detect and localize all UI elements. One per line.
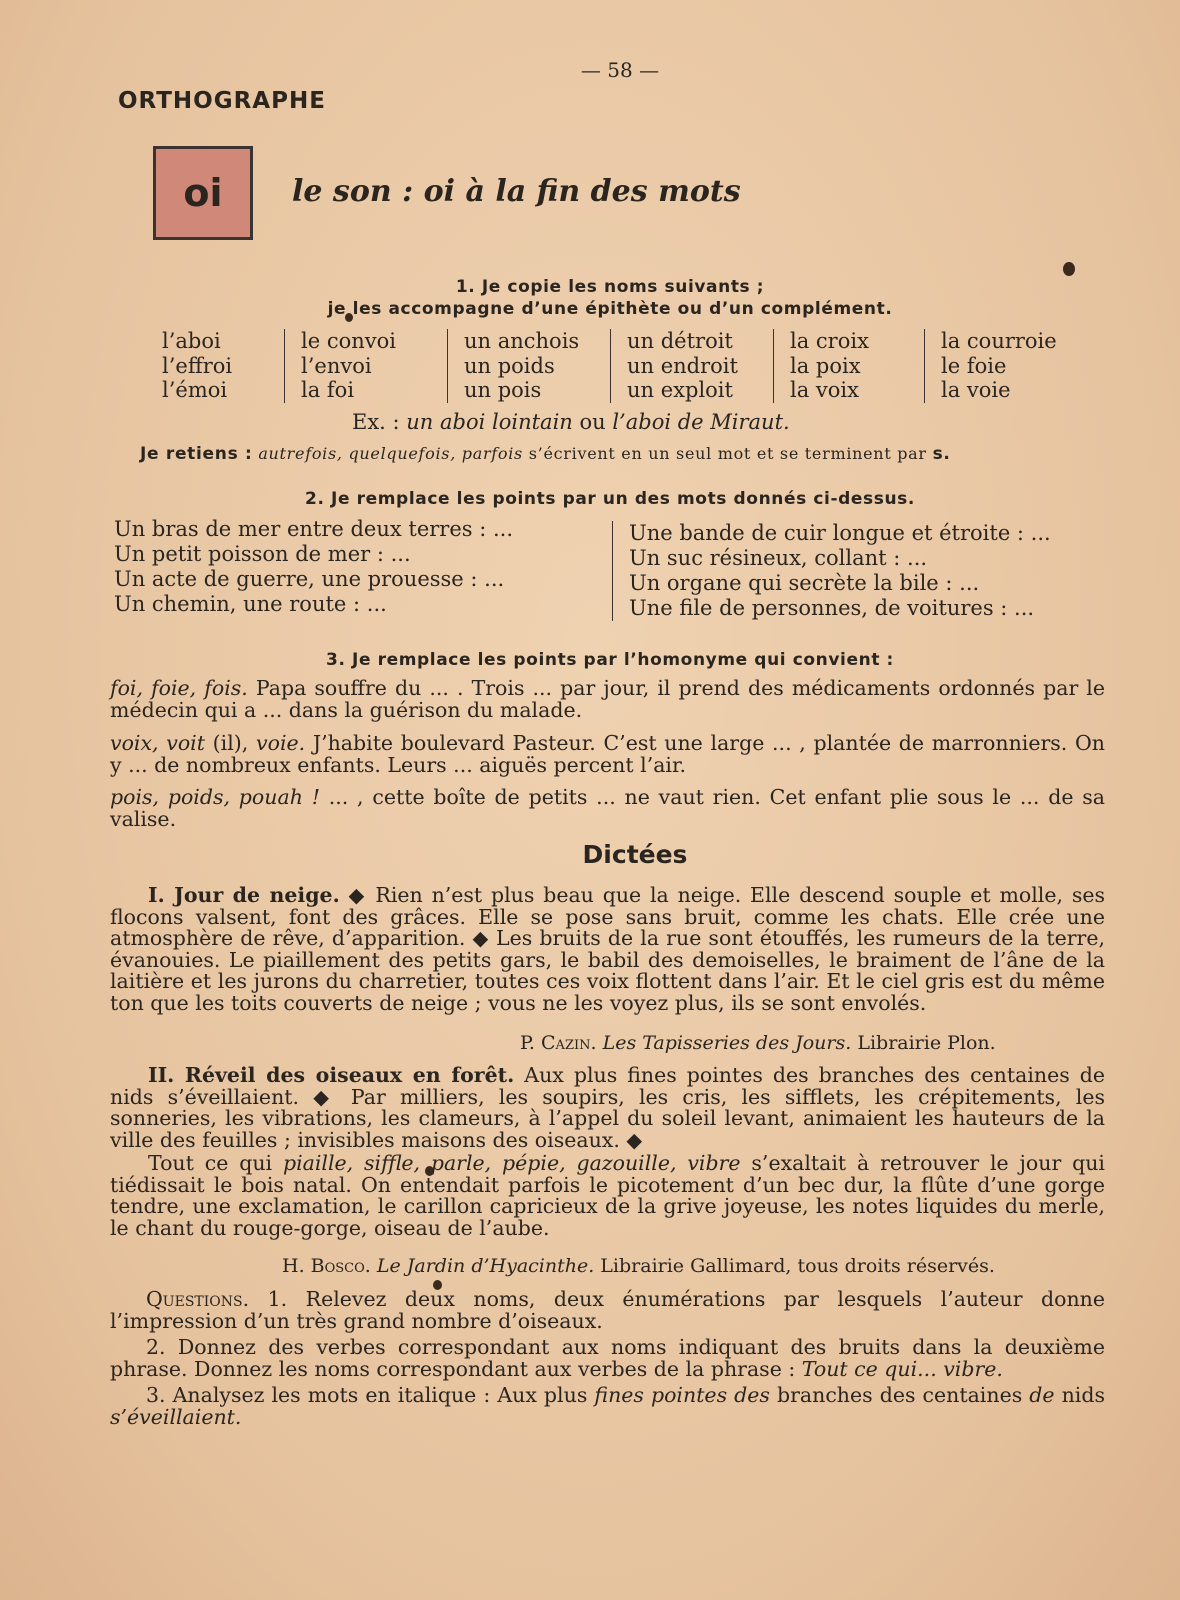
homonym-paragraph-2	[110, 733, 1105, 776]
dictee2-p2b: s’exaltait à retrouver le jour qui tiédissait le bois natal. On entendait parfois le picotement d’un bec dur, la flûte d’une gorge tendre, une exclamation, le carillon capricieux de la grive joyeuse, les notes liquides du merle, le chant du rouge-gorge, oiseau de l’aube.	[110, 1151, 1105, 1240]
dictee1-body: ◆ Rien n’est plus beau que la neige. Elle descend souple et molle, ses flocons valsent, font des grâces. Elle se pose sans bruit, comme les chats. Elle crée une atmosphère de rêve, d’apparition. ◆ Les bruits de la rue sont étouffés, les rumeurs de la terre, évanouies. Le piaillement des petits gars, le babil des demoiselles, le braiment de l’âne de la laitière et les jurons du charretier, toutes ces voix flottent dans l’air. Et le ciel gris est du même ton que les toits couverts de neige ; vous ne les voyez plus, ils se sont envolés.	[110, 883, 1105, 1015]
word: un pois	[464, 378, 542, 402]
homonym-words-1: foi, foie, fois.	[110, 676, 248, 700]
word-column	[162, 329, 284, 403]
dictees-title: Dictées	[582, 840, 688, 869]
definition: Un bras de mer entre deux terres : ...	[114, 517, 513, 541]
definition: Un chemin, une route : ...	[114, 592, 387, 616]
definition: Un acte de guerre, une prouesse : ...	[114, 567, 505, 591]
paper-hole	[1063, 262, 1075, 276]
retiens-label: Je retiens :	[140, 444, 253, 464]
definitions-right	[612, 521, 1051, 621]
word: un détroit	[627, 329, 733, 353]
dictee1-book: Les Tapisseries des Jours.	[602, 1032, 852, 1054]
question-3-i1: fines pointes des	[594, 1383, 770, 1407]
word: l’envoi	[301, 353, 372, 378]
example-prefix: Ex. :	[352, 410, 407, 434]
dictee2-source	[282, 1255, 995, 1277]
definition: Une bande de cuir longue et étroite : ...	[629, 521, 1051, 545]
homonym-voie: voie.	[256, 731, 306, 755]
dictee2-publisher: Librairie Gallimard, tous droits réservés.	[594, 1255, 995, 1277]
question-3	[110, 1385, 1105, 1428]
question-3-b: branches des centaines	[769, 1383, 1030, 1407]
exercise3-heading: 3. Je remplace les points par l’homonyme qui convient :	[326, 650, 894, 670]
word: un endroit	[627, 353, 738, 378]
definition: Une file de personnes, de voitures : ...	[629, 596, 1035, 620]
dictee1-publisher: Librairie Plon.	[851, 1032, 996, 1054]
dictee1-author: P. Cazin.	[520, 1032, 597, 1054]
dictee1-source	[520, 1032, 996, 1054]
dictee2-author: H. Bosco.	[282, 1255, 371, 1277]
homonym-text-2: J’habite boulevard Pasteur. C’est une large ... , plantée de marronniers. On y ... de nombreux enfants. Leurs ... aiguës percent l’air.	[110, 731, 1105, 777]
word-column	[284, 329, 447, 403]
homonym-il: (il),	[204, 731, 257, 755]
word: le foie	[941, 353, 1007, 378]
dictee2-verbs: piaille, siffle, parle, pépie, gazouille, vibre	[282, 1151, 741, 1175]
word: un poids	[464, 353, 555, 378]
homonym-words-2: voix, voit	[110, 731, 205, 755]
example-2: l’aboi de Miraut.	[612, 410, 790, 434]
question-1	[110, 1289, 1105, 1332]
question-2	[110, 1337, 1105, 1380]
word: la croix	[790, 329, 869, 353]
question-2-text: 2. Donnez des verbes correspondant aux noms indiquant des bruits dans la deuxième phrase. Donnez les noms correspondant aux verbes de la phrase :	[110, 1335, 1105, 1381]
word: la courroie	[941, 329, 1057, 353]
questions-label: Questions.	[146, 1287, 250, 1311]
word: l’effroi	[162, 353, 233, 378]
word-column	[924, 329, 1097, 403]
question-3-c: nids	[1054, 1383, 1106, 1407]
word-column	[447, 329, 610, 403]
homonym-paragraph-3	[110, 787, 1105, 830]
retiens-line	[140, 444, 951, 464]
word: la poix	[790, 353, 861, 378]
word-column	[610, 329, 773, 403]
question-1-text: 1. Relevez deux noms, deux énumérations par lesquels l’auteur donne l’impression d’un très grand nombre d’oiseaux.	[110, 1287, 1105, 1333]
word: un anchois	[464, 329, 580, 353]
retiens-words: autrefois, quelquefois, parfois	[258, 444, 523, 463]
dictee2-paragraph2	[110, 1153, 1105, 1239]
example-1: un aboi lointain	[406, 410, 573, 434]
dictee2-text	[110, 1065, 1105, 1151]
word: la foi	[301, 378, 355, 402]
question-3-i2: de	[1029, 1383, 1055, 1407]
dictee2-book: Le Jardin d’Hyacinthe.	[376, 1255, 595, 1277]
word: la voie	[941, 378, 1011, 402]
sound-badge: oi	[153, 146, 253, 240]
exercise2-heading: 2. Je remplace les points par un des mots donnés ci-dessus.	[305, 489, 915, 509]
word: l’émoi	[162, 378, 228, 402]
section-title: ORTHOGRAPHE	[118, 88, 326, 114]
homonym-text-3: ... , cette boîte de petits ... ne vaut rien. Cet enfant plie sous le ... de sa valise.	[110, 785, 1105, 831]
question-3-i3: s’éveillaient.	[110, 1404, 242, 1429]
definition: Un petit poisson de mer : ...	[114, 542, 411, 566]
word: un exploit	[627, 378, 733, 402]
exercise1-heading-line1: 1. Je copie les noms suivants ;	[455, 277, 765, 297]
example-or: ou	[572, 410, 613, 434]
homonym-words-3: pois, poids, pouah !	[110, 785, 320, 809]
example-line	[352, 410, 790, 434]
dictee2-p2a: Tout ce qui	[148, 1151, 283, 1175]
page-number: — 58 —	[580, 58, 660, 82]
word: le convoi	[301, 329, 396, 353]
word-column	[773, 329, 924, 403]
exercise1-heading-line2: je les accompagne d’une épithète ou d’un complément.	[327, 299, 893, 319]
retiens-letter: s.	[932, 444, 951, 464]
question-3-a: 3. Analysez les mots en italique : Aux plus	[146, 1383, 595, 1407]
exercise1-heading	[110, 276, 1110, 320]
definition: Un suc résineux, collant : ...	[629, 546, 928, 570]
homonym-paragraph-1	[110, 678, 1105, 721]
dictee2-body: Aux plus fines pointes des branches des centaines de nids s’éveillaient. ◆ Par milliers, les soupirs, les cris, les sifflets, les crépitements, les sonneries, les vibrations, les clameurs, à l’appel du soleil levant, animaient les hauteurs de la ville des feuilles ; invisibles maisons des oiseaux. ◆	[110, 1063, 1106, 1152]
dictee1-title: I. Jour de neige.	[148, 883, 340, 907]
lesson-title: le son : oi à la fin des mots	[292, 174, 741, 209]
dictee1-text	[110, 885, 1105, 1014]
word-columns	[162, 329, 1097, 403]
definition: Un organe qui secrète la bile : ...	[629, 571, 980, 595]
word: la voix	[790, 378, 859, 402]
definitions-left	[114, 517, 513, 617]
homonym-text-1: Papa souffre du ... . Trois ... par jour, il prend des médicaments ordonnés par le médecin qui a ... dans la guérison du malade.	[110, 676, 1105, 722]
dictee2-title: II. Réveil des oiseaux en forêt.	[148, 1063, 515, 1087]
word: l’aboi	[162, 329, 221, 353]
question-2-italic: Tout ce qui... vibre.	[801, 1356, 1003, 1381]
retiens-rest: s’écrivent en un seul mot et se terminent par	[522, 444, 933, 463]
